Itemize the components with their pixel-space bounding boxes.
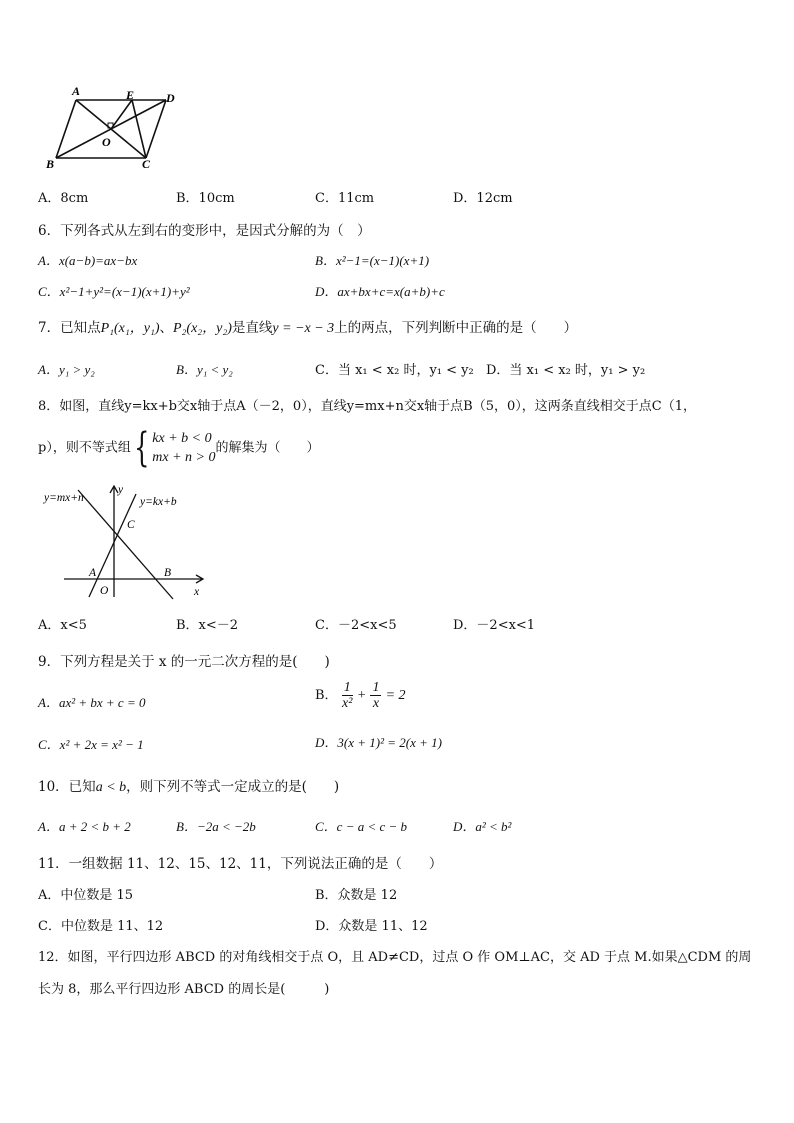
q6-option-b[interactable]: B．x²−1=(x−1)(x+1) — [315, 253, 430, 268]
label-y: y — [118, 484, 124, 496]
label-B: B — [46, 157, 55, 171]
q7-option-a[interactable]: A．y₁ > y₂ — [38, 362, 95, 377]
q8-option-b[interactable]: B．x<－2 — [176, 618, 239, 633]
q6-option-d[interactable]: D．ax+bx+c=x(a+b)+c — [315, 284, 445, 299]
q9-option-c[interactable]: C．x² + 2x = x² − 1 — [38, 737, 144, 752]
q10-stem — [38, 775, 339, 796]
q7-prefix: 7．已知点 — [38, 320, 101, 336]
label-x: x — [194, 586, 200, 598]
frac2-num: 1 — [372, 680, 380, 695]
q5-option-a[interactable]: A．8cm — [38, 191, 89, 206]
q5-option-b[interactable]: B．10cm — [176, 191, 235, 206]
q8-line2-pre: p），则不等式组 — [38, 440, 131, 456]
inequality-system — [152, 429, 215, 467]
label-A: A — [89, 567, 97, 579]
label-y-mx-n: y=mx+n — [44, 492, 84, 504]
q8-stem-line1: 8．如图，直线y=kx+b交x轴于点A（－2，0），直线y=mx+n交x轴于点B（5，0），这两条直线相交于点C（1， — [38, 399, 696, 414]
frac1-num: 1 — [343, 680, 351, 695]
fraction-1-over-x2 — [342, 680, 353, 711]
q9-stem: 9．下列方程是关于 x 的一元二次方程的是( ) — [38, 654, 330, 670]
label-C: C — [142, 157, 151, 171]
label-A: A — [72, 84, 81, 98]
q8-option-d[interactable]: D．－2<x<1 — [453, 618, 536, 633]
q7-line-eq: y = −x − 3 — [272, 321, 335, 336]
q10-pre: 10．已知 — [38, 779, 96, 795]
q7-mid: 是直线 — [231, 320, 273, 336]
q9-option-a[interactable]: A．ax² + bx + c = 0 — [38, 695, 146, 710]
q12-stem-line1: 12．如图，平行四边形 ABCD 的对角线相交于点 O，且 AD≠CD，过点 O 作 OM⊥AC，交 AD 于点 M.如果△CDM 的周 — [38, 950, 752, 965]
q7-suffix: 上的两点，下列判断中正确的是（ ） — [334, 320, 578, 336]
q7-option-b[interactable]: B．y₁ < y₂ — [176, 362, 233, 377]
frac1-den: x² — [341, 696, 353, 711]
label-D: D — [166, 91, 175, 105]
q8-line2-post: 的解集为（ ） — [215, 440, 320, 456]
q10-option-b[interactable]: B．−2a < −2b — [176, 819, 256, 834]
label-E: E — [126, 88, 135, 102]
q7-option-c[interactable]: C．当 x₁ < x₂ 时，y₁ < y₂ — [315, 363, 474, 378]
lines-graph-figure — [38, 484, 213, 602]
q10-option-c[interactable]: C．c − a < c − b — [315, 819, 408, 834]
q8-ineq2: mx + n > 0 — [152, 450, 216, 465]
q7-sep: 、 — [159, 320, 173, 336]
q8-stem-line2 — [38, 425, 320, 471]
q9-b-label: B． — [315, 688, 338, 703]
q11-option-b[interactable]: B．众数是 12 — [315, 888, 398, 903]
q6-option-c[interactable]: C．x²−1+y²=(x−1)(x+1)+y² — [38, 284, 190, 299]
q10-option-d[interactable]: D．a² < b² — [453, 819, 512, 834]
q12-stem-line2: 长为 8，那么平行四边形 ABCD 的周长是( ) — [38, 982, 330, 997]
label-O: O — [100, 585, 109, 597]
q6-stem: 6．下列各式从左到右的变形中，是因式分解的为（ ） — [38, 223, 371, 239]
q9-option-d[interactable]: D．3(x + 1)² = 2(x + 1) — [315, 735, 442, 750]
system-brace: { — [133, 425, 150, 471]
q5-option-c[interactable]: C．11cm — [315, 191, 375, 206]
q9-option-b[interactable] — [315, 680, 406, 711]
label-B: B — [164, 567, 172, 579]
q10-option-a[interactable]: A．a + 2 < b + 2 — [38, 819, 131, 834]
q8-option-a[interactable]: A．x<5 — [38, 618, 87, 633]
q7-option-d[interactable]: D．当 x₁ < x₂ 时，y₁ > y₂ — [486, 363, 646, 378]
q7-p2: P₂(x₂，y₂) — [173, 321, 232, 336]
q11-option-c[interactable]: C．中位数是 11、12 — [38, 919, 164, 934]
q7-p1: P₁(x₁，y₁) — [100, 321, 160, 336]
q10-post: ，则下列不等式一定成立的是( ) — [126, 779, 340, 795]
q10-cond: a < b — [95, 780, 127, 795]
q8-option-c[interactable]: C．－2<x<5 — [315, 618, 397, 633]
frac2-den: x — [372, 696, 380, 711]
q5-option-d[interactable]: D．12cm — [453, 191, 513, 206]
label-y-kx-b: y=kx+b — [140, 496, 177, 508]
q11-option-d[interactable]: D．众数是 11、12 — [315, 919, 428, 934]
q11-stem: 11．一组数据 11、12、15、12、11，下列说法正确的是（ ） — [38, 856, 443, 872]
q9-b-rest: = 2 — [385, 688, 406, 703]
q11-option-a[interactable]: A．中位数是 15 — [38, 888, 134, 903]
q7-stem — [38, 316, 577, 337]
label-C: C — [127, 519, 135, 531]
fraction-1-over-x — [370, 680, 381, 711]
q8-ineq1: kx + b < 0 — [152, 431, 212, 446]
line-kx-b — [89, 494, 136, 597]
parallelogram-figure — [40, 82, 190, 172]
q6-option-a[interactable]: A．x(a−b)=ax−bx — [38, 253, 138, 268]
plus-sign: + — [356, 688, 367, 703]
label-O: O — [102, 135, 111, 149]
